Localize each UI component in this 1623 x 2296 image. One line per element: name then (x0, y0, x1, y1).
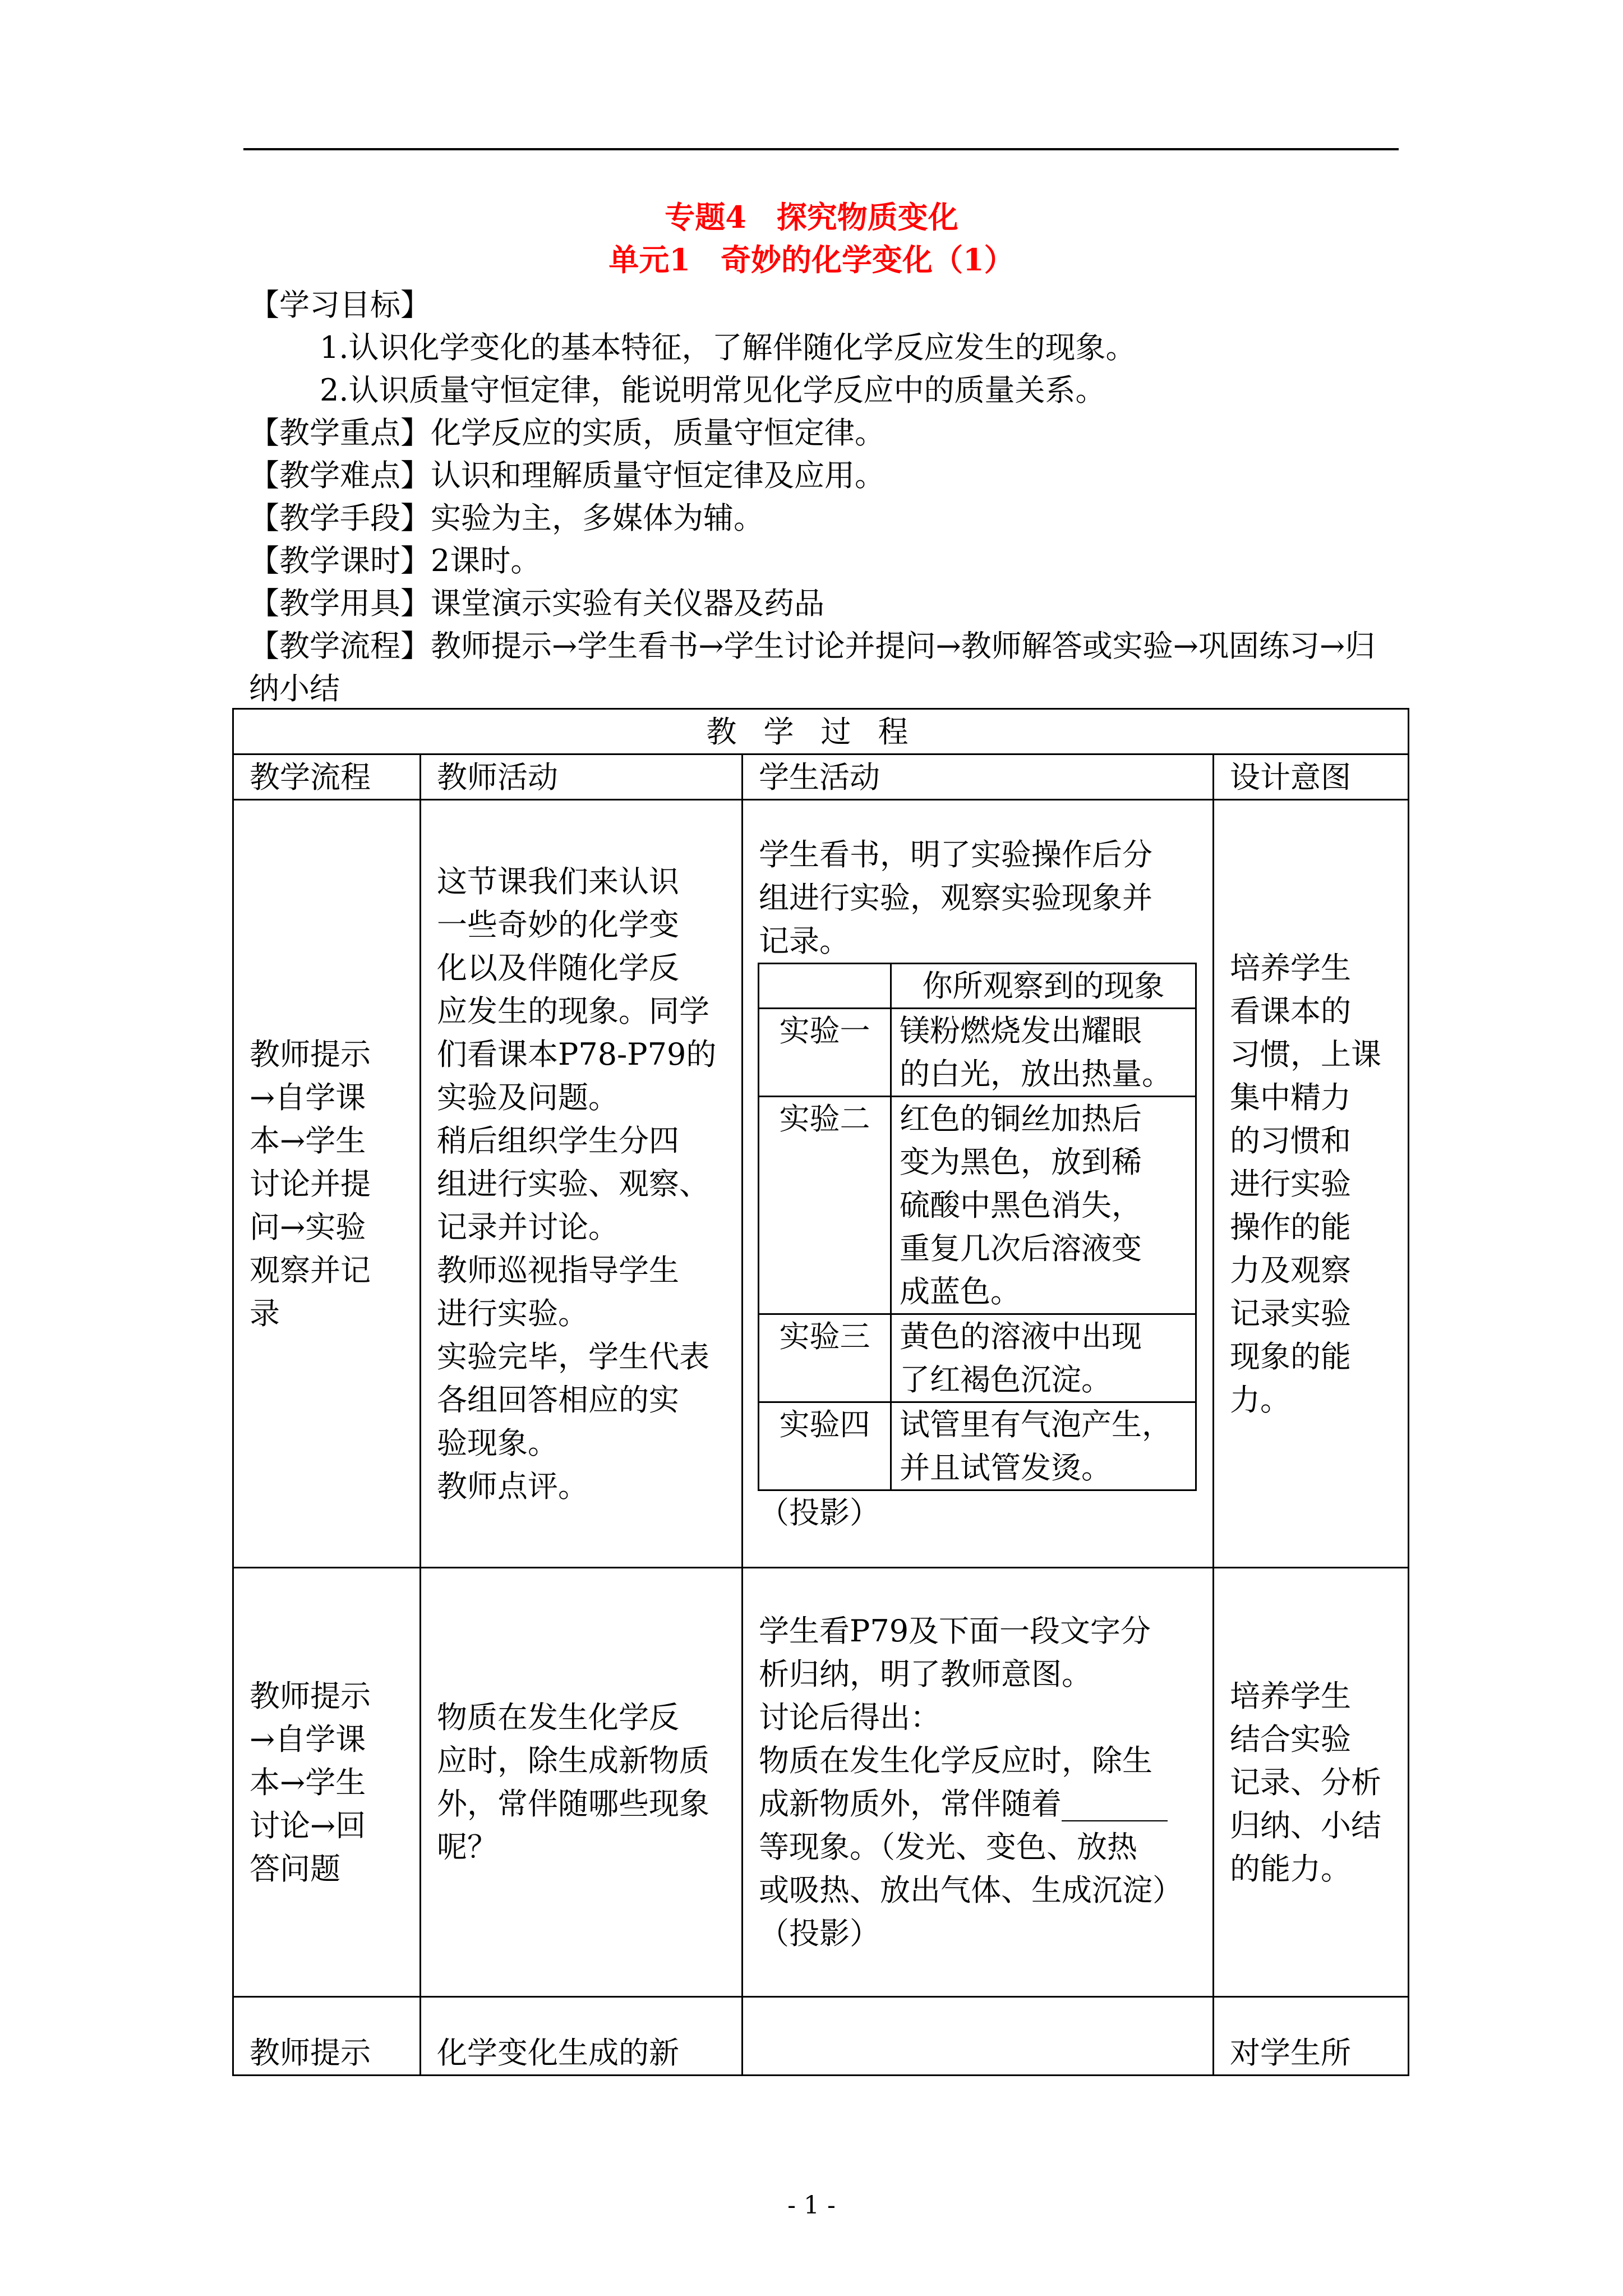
student-activity-cell: 学生看P79及下面一段文字分 析归纳，明了教师意图。 讨论后得出： 物质在发生化学反应时，除生 成新物质外，常伴随着_______ 等现象。（发光、变色、放热 或吸热、放出气体、生成沉淀） （投影） (743, 1568, 1214, 1997)
design-intent-cell: 对学生所 (1214, 1997, 1409, 2076)
teaching-hours: 【教学课时】2课时。 (249, 543, 541, 578)
table-row (233, 800, 1409, 1568)
document-title: 专题4 探究物质变化 (665, 199, 958, 235)
column-header: 学生活动 (743, 754, 1214, 800)
teacher-activity-cell: 这节课我们来认识 一些奇妙的化学变 化以及伴随化学反 应发生的现象。同学 们看课本P78-P79的 实验及问题。 稍后组织学生分四 组进行实验、观察、 记录并讨论。 教师巡视指导学生 进行实验。 实验完毕，学生代表 各组回答相应的实 验现象。 教师点评。 (421, 800, 743, 1568)
teacher-activity-cell: 物质在发生化学反 应时，除生成新物质 外，常伴随哪些现象 呢？ (421, 1568, 743, 1997)
observation-header: 你所观察到的现象 (891, 964, 1196, 1009)
experiment-row (759, 1009, 1196, 1097)
goal-item: 2.认识质量守恒定律，能说明常见化学反应中的质量关系。 (320, 372, 1106, 408)
experiment-observation-table (758, 963, 1197, 1491)
experiment-row (759, 1402, 1196, 1490)
student-activity-text: 学生看书，明了实验操作后分 组进行实验，观察实验现象并 记录。 (759, 837, 1152, 959)
experiment-observation: 镁粉燃烧发出耀眼 的白光，放出热量。 (891, 1009, 1196, 1097)
student-activity-cell (743, 800, 1214, 1568)
experiment-label: 实验四 (759, 1402, 891, 1490)
teaching-focus: 【教学重点】化学反应的实质，质量守恒定律。 (249, 415, 885, 450)
teaching-process-table (232, 708, 1409, 2076)
goal-item: 1.认识化学变化的基本特征，了解伴随化学反应发生的现象。 (320, 330, 1136, 365)
flow-cell: 教师提示 →自学课 本→学生 讨论并提 问→实验 观察并记 录 (233, 800, 421, 1568)
document-subtitle: 单元1 奇妙的化学变化（1） (608, 242, 1015, 278)
design-intent-cell: 培养学生 结合实验 记录、分析 归纳、小结 的能力。 (1214, 1568, 1409, 1997)
experiment-row (759, 1314, 1196, 1402)
experiment-label: 实验一 (759, 1009, 891, 1097)
teaching-process: 【教学流程】教师提示→学生看书→学生讨论并提问→教师解答或实验→巩固练习→归纳小结 (249, 628, 1376, 706)
table-header-row (233, 754, 1409, 800)
experiment-label: 实验二 (759, 1097, 891, 1314)
header-rule (243, 148, 1399, 150)
table-row (233, 1568, 1409, 1997)
student-activity-cell (743, 1997, 1214, 2076)
column-header: 教学流程 (233, 754, 421, 800)
teaching-difficulty: 【教学难点】认识和理解质量守恒定律及应用。 (249, 458, 885, 493)
experiment-observation: 红色的铜丝加热后 变为黑色，放到稀 硫酸中黑色消失， 重复几次后溶液变 成蓝色。 (891, 1097, 1196, 1314)
teaching-means: 【教学手段】实验为主，多媒体为辅。 (249, 500, 764, 536)
experiment-observation: 黄色的溶液中出现 了红褐色沉淀。 (891, 1314, 1196, 1402)
experiment-row (759, 1097, 1196, 1314)
experiment-header-row (759, 964, 1196, 1009)
goals-label: 【学习目标】 (249, 287, 431, 323)
column-header: 设计意图 (1214, 754, 1409, 800)
teacher-activity-cell: 化学变化生成的新 (421, 1997, 743, 2076)
flow-cell: 教师提示 (233, 1997, 421, 2076)
page-number: - 1 - (787, 2191, 836, 2220)
column-header: 教师活动 (421, 754, 743, 800)
lesson-intro (249, 284, 1399, 710)
experiment-observation: 试管里有气泡产生， 并且试管发烫。 (891, 1402, 1196, 1490)
experiment-label: 实验三 (759, 1314, 891, 1402)
table-heading: 教学过程 (233, 709, 1409, 754)
teaching-tools: 【教学用具】课堂演示实验有关仪器及药品 (249, 586, 824, 621)
table-row (233, 1997, 1409, 2076)
projection-note: （投影） (759, 1495, 880, 1530)
flow-cell: 教师提示 →自学课 本→学生 讨论→回 答问题 (233, 1568, 421, 1997)
design-intent-cell: 培养学生 看课本的 习惯，上课 集中精力 的习惯和 进行实验 操作的能 力及观察 记录实验 现象的能 力。 (1214, 800, 1409, 1568)
